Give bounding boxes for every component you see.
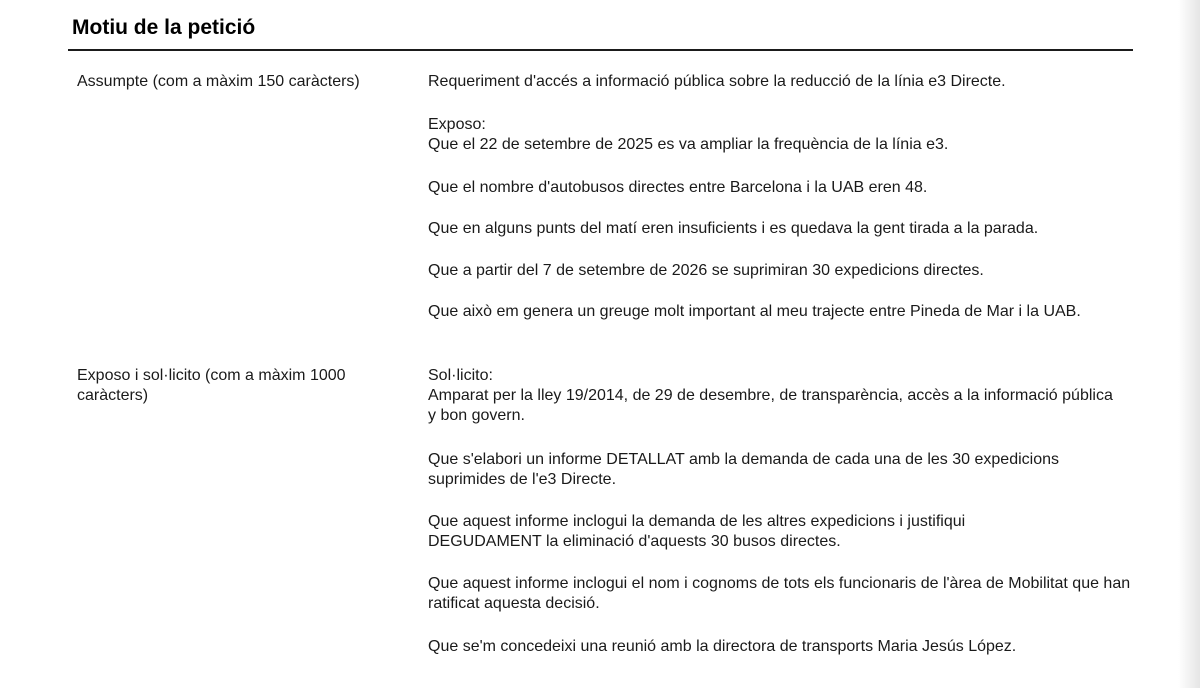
paragraph-solicito: Sol·licito: Amparat per la lley 19/2014, de 29 de desembre, de transparència, accès a la informació pública y bon govern. <box>428 367 1113 424</box>
section-title: Motiu de la petició <box>72 16 256 39</box>
page-edge-shadow <box>1178 0 1200 688</box>
field-label-request: Exposo i sol·licito (com a màxim 1000 caràcters) <box>77 367 346 404</box>
paragraph-bus-count: Que el nombre d'autobusos directes entre Barcelona i la UAB eren 48. <box>428 179 928 196</box>
title-divider <box>68 49 1133 51</box>
paragraph-report-request: Que s'elabori un informe DETALLAT amb la demanda de cada una de les 30 expedicions suprimides de l'e3 Directe. <box>428 451 1059 488</box>
paragraph-suppression: Que a partir del 7 de setembre de 2026 se suprimiran 30 expedicions directes. <box>428 262 984 279</box>
paragraph-grievance: Que això em genera un greuge molt important al meu trajecte entre Pineda de Mar i la UAB. <box>428 303 1081 320</box>
paragraph-exposo: Exposo: Que el 22 de setembre de 2025 es va ampliar la frequència de la línia e3. <box>428 116 949 153</box>
paragraph-justification: Que aquest informe inclogui la demanda de les altres expedicions i justifiqui DEGUDAMENT la eliminació d'aquests 30 busos directes. <box>428 513 966 550</box>
paragraph-meeting: Que se'm concedeixi una reunió amb la directora de transports Maria Jesús López. <box>428 638 1017 655</box>
paragraph-insufficient: Que en alguns punts del matí eren insuficients i es quedava la gent tirada a la parada. <box>428 220 1039 237</box>
field-value-subject: Requeriment d'accés a informació pública sobre la reducció de la línia e3 Directe. <box>428 73 1006 90</box>
field-label-subject: Assumpte (com a màxim 150 caràcters) <box>77 73 360 90</box>
paragraph-officials: Que aquest informe inclogui el nom i cognoms de tots els funcionaris de l'àrea de Mobilitat que han ratificat aquesta decisió. <box>428 575 1131 612</box>
